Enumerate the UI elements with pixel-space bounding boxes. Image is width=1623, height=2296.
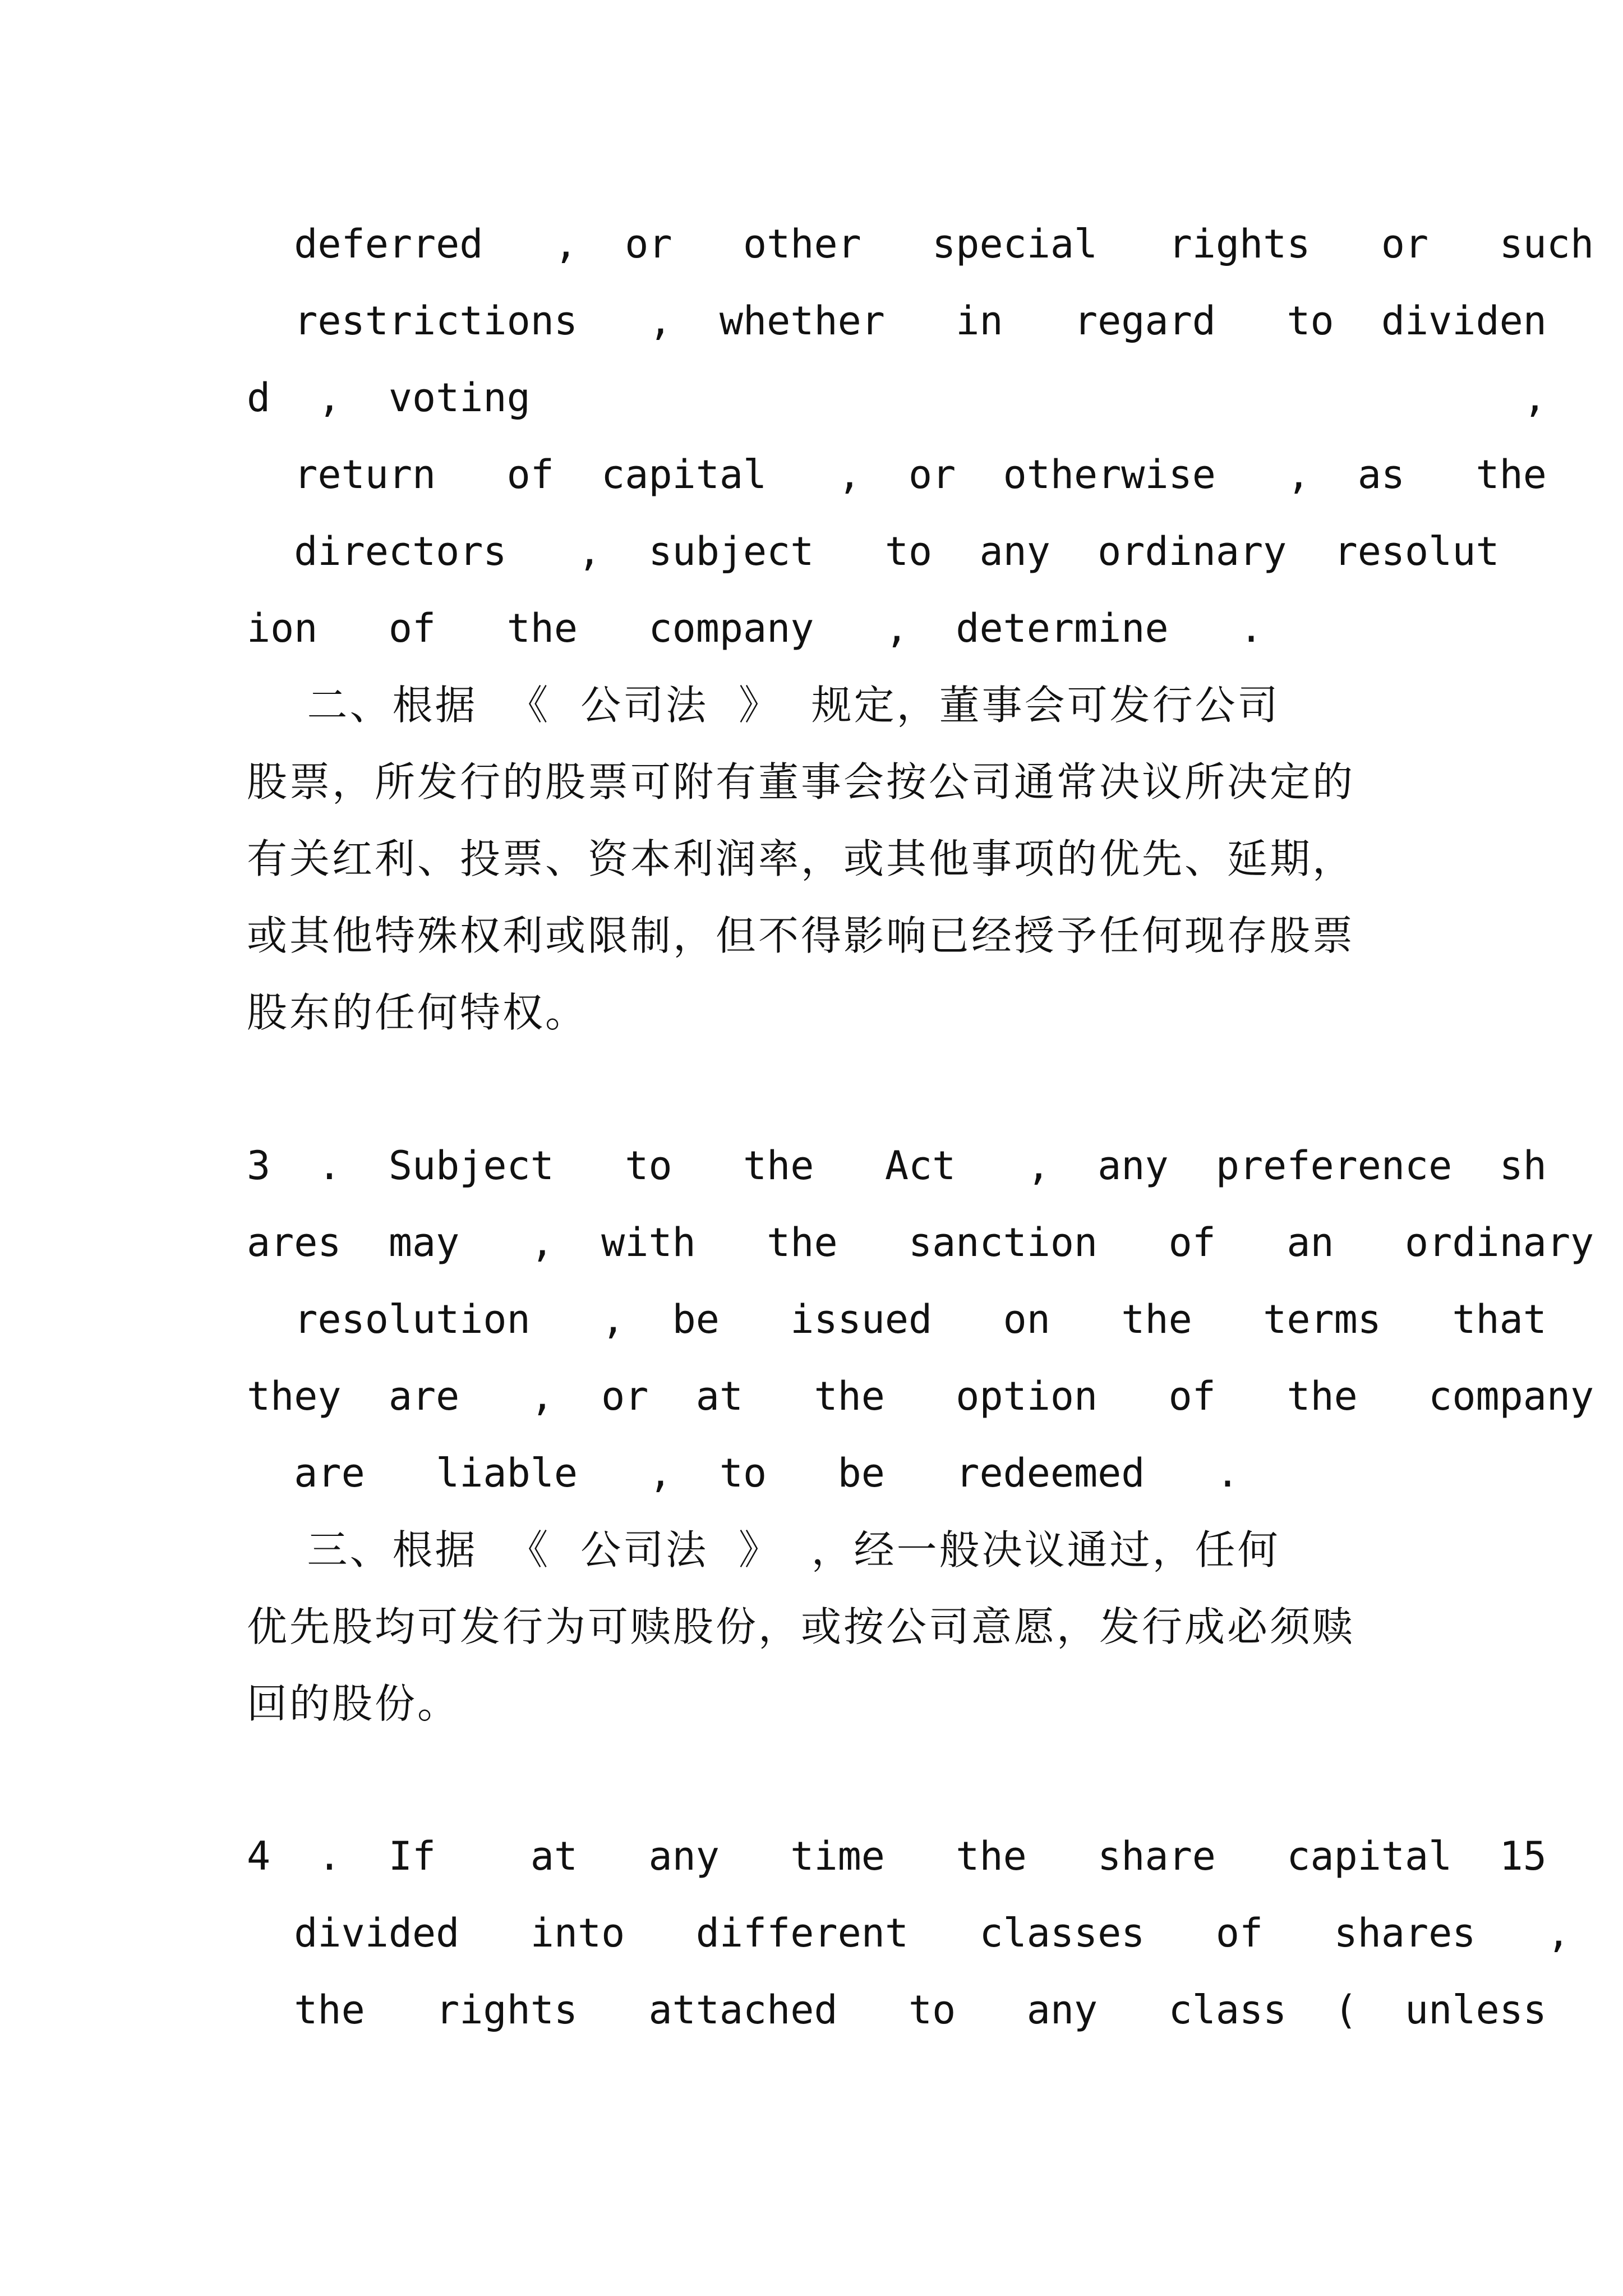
text-line-chinese: 股票，所发行的股票可附有董事会按公司通常决议所决定的 bbox=[247, 758, 1355, 806]
text-line: restrictions , whether in regard to dividen bbox=[247, 298, 1547, 344]
text-line-chinese: 或其他特殊权利或限制，但不得影响已经授予任何现存股票 bbox=[247, 912, 1355, 959]
text-line: directors , subject to any ordinary resolut bbox=[247, 528, 1500, 574]
text-line-chinese: 股东的任何特权。 bbox=[247, 989, 588, 1036]
text-line-chinese: 二、根据 《 公司法 》 规定，董事会可发行公司 bbox=[247, 682, 1280, 729]
text-line: ion of the company , determine . bbox=[247, 605, 1264, 651]
text-line: 4 . If at any time the share capital 15 bbox=[247, 1833, 1547, 1879]
text-line-chinese: 三、根据 《 公司法 》 ，经一般决议通过，任何 bbox=[247, 1526, 1280, 1573]
text-line-chinese: 回的股份。 bbox=[247, 1680, 460, 1727]
text-line: are liable , to be redeemed . bbox=[247, 1450, 1240, 1496]
text-line-chinese: 优先股均可发行为可赎股份，或按公司意愿，发行成必须赎 bbox=[247, 1603, 1355, 1650]
text-line: divided into different classes of shares , bbox=[247, 1910, 1571, 1956]
text-line: return of capital , or otherwise , as the bbox=[247, 452, 1547, 498]
text-line: d , voting , bbox=[247, 375, 1547, 421]
text-line: the rights attached to any class ( unless bbox=[247, 1987, 1547, 2033]
text-line: ares may , with the sanction of an ordinary bbox=[247, 1220, 1594, 1266]
text-line-chinese: 有关红利、投票、资本利润率，或其他事项的优先、延期， bbox=[247, 835, 1355, 882]
text-line: they are , or at the option of the company bbox=[247, 1373, 1594, 1419]
text-line: 3 . Subject to the Act , any preference sh bbox=[247, 1143, 1547, 1189]
text-line: deferred , or other special rights or such bbox=[247, 221, 1594, 267]
text-line: resolution , be issued on the terms that bbox=[247, 1296, 1547, 1342]
